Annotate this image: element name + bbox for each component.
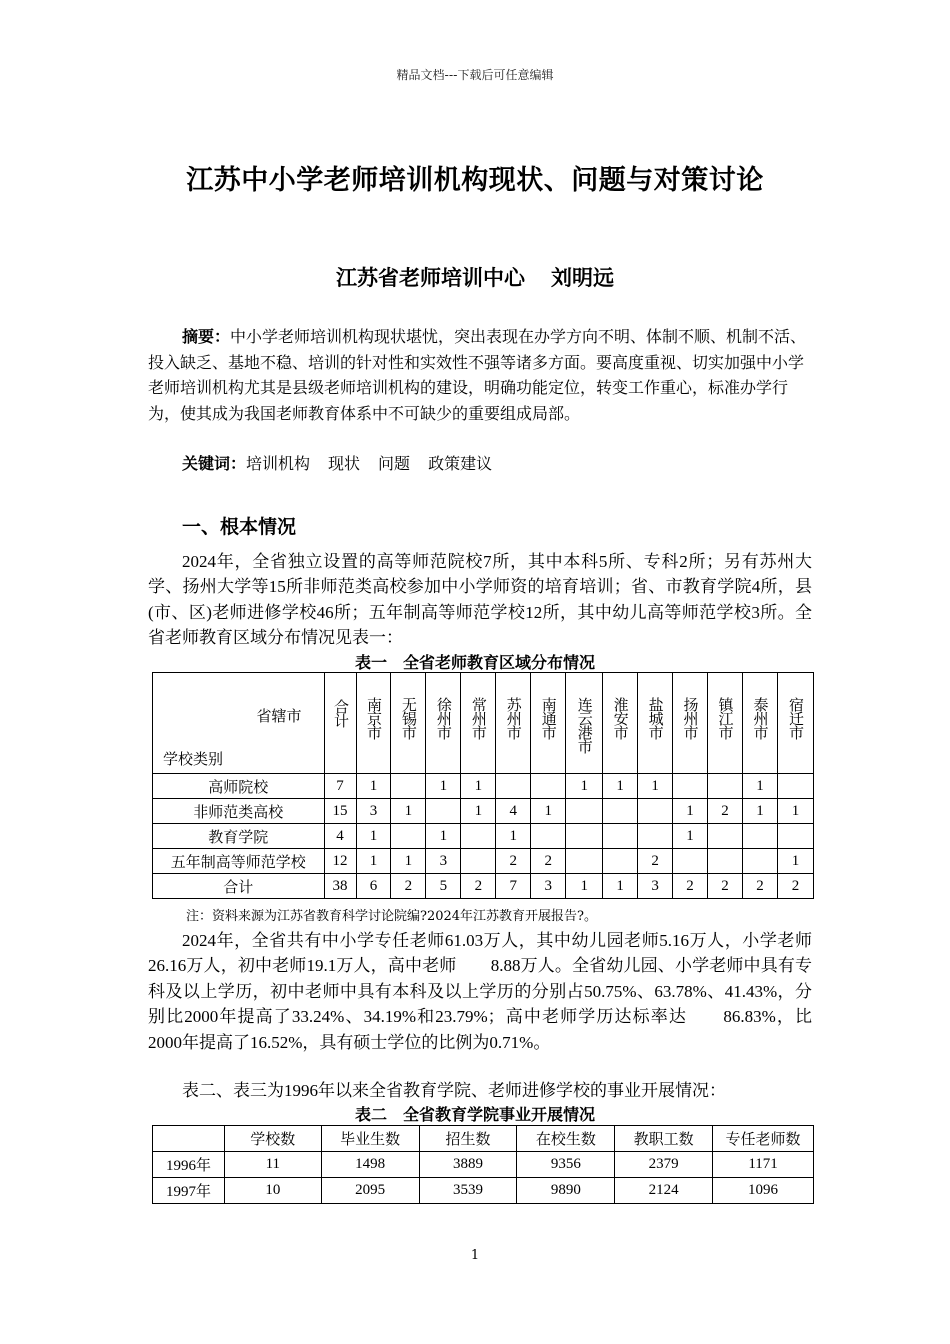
table-cell: 3889 — [419, 1152, 517, 1178]
column-header: 在校生数 — [517, 1126, 615, 1152]
table-cell: 1 — [673, 799, 708, 824]
table-cell: 2 — [708, 799, 743, 824]
table-cell: 12 — [324, 849, 356, 874]
city-column-header: 连云港市 — [566, 673, 603, 774]
column-header: 毕业生数 — [321, 1126, 419, 1152]
table-cell: 7 — [496, 874, 531, 899]
table-row — [153, 1178, 814, 1204]
column-header: 专任老师数 — [713, 1126, 814, 1152]
table-cell: 1 — [742, 774, 777, 799]
table-row — [153, 1152, 814, 1178]
table-cell: 1 — [461, 774, 496, 799]
table-cell: 3 — [638, 874, 673, 899]
table-cell: 11 — [224, 1152, 321, 1178]
author-org: 江苏省老师培训中心 — [336, 265, 525, 290]
row-label: 五年制高等师范学校 — [153, 849, 325, 874]
table-cell — [673, 774, 708, 799]
table-cell: 9356 — [517, 1152, 615, 1178]
keywords — [148, 451, 844, 477]
table-row — [153, 824, 814, 849]
section-heading: 一、根本情况 — [182, 516, 297, 538]
column-header: 招生数 — [419, 1126, 517, 1152]
city-column-header: 镇江市 — [708, 673, 743, 774]
keywords-label: 关键词： — [182, 454, 247, 473]
row-label: 1997年 — [153, 1178, 225, 1204]
table-cell: 15 — [324, 799, 356, 824]
abstract — [148, 324, 810, 426]
table-cell: 3 — [426, 849, 461, 874]
table-cell — [673, 849, 708, 874]
paragraph-teachers: 2024年，全省共有中小学专任老师61.03万人，其中幼儿园老师5.16万人，小学老师26.16万人，初中老师19.1万人，高中老师 8.88万人。全省幼儿园、小学老师中具有专科及以上学历，初中老师中具有本科及以上学历的分别占50.75%、63.78%、41.43%，分别比2000年提高了33.24%、34.19%和23.79%；高中老师学历达标率达 86.83%，比2000年提高了16.52%，具有硕士学位的比例为0.71%。 — [148, 931, 812, 1052]
table-cell: 5 — [426, 874, 461, 899]
table-cell — [496, 774, 531, 799]
table-cell: 1 — [426, 824, 461, 849]
table-cell: 1 — [356, 824, 391, 849]
corner-label-school-type: 学校类别 — [163, 752, 224, 768]
table-cell: 10 — [224, 1178, 321, 1204]
table-cell: 7 — [324, 774, 356, 799]
table-cell: 1 — [742, 799, 777, 824]
table-row — [153, 874, 814, 899]
table-cell: 3539 — [419, 1178, 517, 1204]
table-cell — [461, 824, 496, 849]
table-cell: 1 — [461, 799, 496, 824]
table-cell: 4 — [496, 799, 531, 824]
author-line — [0, 262, 950, 292]
table-cell: 6 — [356, 874, 391, 899]
table-education-college — [152, 1125, 814, 1204]
table-cell — [603, 799, 638, 824]
row-label: 1996年 — [153, 1152, 225, 1178]
table-cell — [603, 849, 638, 874]
keyword-item: 问题 — [378, 454, 411, 473]
page-header: 精品文档---下载后可任意编辑 — [396, 68, 554, 82]
table-cell: 1171 — [713, 1152, 814, 1178]
table-cell: 38 — [324, 874, 356, 899]
row-label: 合计 — [153, 874, 325, 899]
table-row — [153, 799, 814, 824]
table-cell: 2 — [673, 874, 708, 899]
page-number: 1 — [470, 1248, 480, 1263]
keyword-item: 现状 — [328, 454, 361, 473]
table-cell: 1 — [496, 824, 531, 849]
column-header — [153, 1126, 225, 1152]
table-cell — [531, 824, 566, 849]
table-cell: 1 — [426, 774, 461, 799]
row-label: 教育学院 — [153, 824, 325, 849]
table-cell — [638, 799, 673, 824]
table-cell: 1 — [391, 799, 426, 824]
table-cell: 1 — [531, 799, 566, 824]
table-cell: 2 — [531, 849, 566, 874]
city-column-header: 南通市 — [531, 673, 566, 774]
table-cell — [638, 824, 673, 849]
row-label: 非师范类高校 — [153, 799, 325, 824]
table-cell: 1096 — [713, 1178, 814, 1204]
corner-label-city: 省辖市 — [256, 709, 302, 725]
table-cell: 2 — [742, 874, 777, 899]
table-cell — [426, 799, 461, 824]
city-column-header: 盐城市 — [638, 673, 673, 774]
table-cell — [708, 824, 743, 849]
city-column-header: 宿迁市 — [777, 673, 813, 774]
table-cell: 1498 — [321, 1152, 419, 1178]
table-cell — [566, 824, 603, 849]
table-cell: 2 — [777, 874, 813, 899]
table-cell: 1 — [603, 774, 638, 799]
table-cell — [777, 824, 813, 849]
table-cell: 3 — [356, 799, 391, 824]
city-column-header: 常州市 — [461, 673, 496, 774]
table-cell — [708, 774, 743, 799]
keyword-item: 培训机构 — [246, 454, 311, 473]
table-row — [153, 849, 814, 874]
table-cell: 2095 — [321, 1178, 419, 1204]
table-cell — [777, 774, 813, 799]
table-cell — [461, 849, 496, 874]
table-header-row — [153, 1126, 814, 1152]
table-cell: 1 — [356, 849, 391, 874]
table-cell: 3 — [531, 874, 566, 899]
city-column-header: 泰州市 — [742, 673, 777, 774]
paragraph-intro-tables: 表二、表三为1996年以来全省教育学院、老师进修学校的事业开展情况： — [182, 1081, 726, 1100]
table-cell: 2124 — [615, 1178, 713, 1204]
table-cell: 2 — [496, 849, 531, 874]
table-cell: 2379 — [615, 1152, 713, 1178]
column-header: 教职工数 — [615, 1126, 713, 1152]
city-column-header: 扬州市 — [673, 673, 708, 774]
table-row — [153, 774, 814, 799]
table-cell: 1 — [566, 874, 603, 899]
paragraph-overview: 2024年，全省独立设置的高等师范院校7所，其中本科5所、专科2所；另有苏州大学、扬州大学等15所非师范类高校参加中小学师资的培育培训；省、市教育学院4所，县(市、区)老师进修学校46所；五年制高等师范学校12所，其中幼儿高等师范学校3所。全省老师教育区域分布情况见表一： — [148, 552, 812, 648]
document-title: 江苏中小学老师培训机构现状、问题与对策讨论 — [186, 165, 764, 196]
city-column-header: 无锡市 — [391, 673, 426, 774]
author-name: 刘明远 — [551, 265, 614, 290]
table-cell: 2 — [708, 874, 743, 899]
table-cell — [742, 824, 777, 849]
table-cell — [566, 799, 603, 824]
table1-source-note: 注：资料来源为江苏省教育科学讨论院编?2024年江苏教育开展报告?。 — [186, 909, 598, 924]
sum-column-header: 合计 — [324, 673, 356, 774]
table2-caption: 表二 全省教育学院事业开展情况 — [354, 1105, 595, 1124]
table-cell: 1 — [391, 849, 426, 874]
abstract-label: 摘要： — [182, 327, 231, 346]
table-header-row — [153, 673, 814, 774]
table-cell — [708, 849, 743, 874]
city-column-header: 苏州市 — [496, 673, 531, 774]
table-cell: 1 — [777, 799, 813, 824]
table-cell: 1 — [777, 849, 813, 874]
city-column-header: 南京市 — [356, 673, 391, 774]
table-cell: 9890 — [517, 1178, 615, 1204]
city-column-header: 淮安市 — [603, 673, 638, 774]
table-cell — [603, 824, 638, 849]
table-cell: 2 — [638, 849, 673, 874]
table-cell: 1 — [603, 874, 638, 899]
table-cell: 1 — [673, 824, 708, 849]
keyword-item: 政策建议 — [428, 454, 493, 473]
table-cell: 1 — [638, 774, 673, 799]
table-cell: 4 — [324, 824, 356, 849]
abstract-text: 中小学老师培训机构现状堪忧，突出表现在办学方向不明、体制不顺、机制不活、投入缺乏、基地不稳、培训的针对性和实效性不强等诸多方面。要高度重视、切实加强中小学老师培训机构尤其是县级老师培训机构的建设，明确功能定位，转变工作重心，标准办学行为，使其成为我国老师教育体系中不可缺少的重要组成局部。 — [148, 327, 807, 423]
table-regional-distribution — [152, 672, 814, 899]
table-cell: 1 — [356, 774, 391, 799]
table-cell — [566, 849, 603, 874]
city-column-header: 徐州市 — [426, 673, 461, 774]
table-cell — [391, 774, 426, 799]
table-cell — [531, 774, 566, 799]
table-cell — [391, 824, 426, 849]
table-cell: 1 — [566, 774, 603, 799]
row-label: 高师院校 — [153, 774, 325, 799]
table-cell — [742, 849, 777, 874]
column-header: 学校数 — [224, 1126, 321, 1152]
table-cell: 2 — [461, 874, 496, 899]
table-corner-cell — [153, 673, 325, 774]
table-cell: 2 — [391, 874, 426, 899]
table1-caption: 表一 全省老师教育区域分布情况 — [354, 653, 595, 672]
